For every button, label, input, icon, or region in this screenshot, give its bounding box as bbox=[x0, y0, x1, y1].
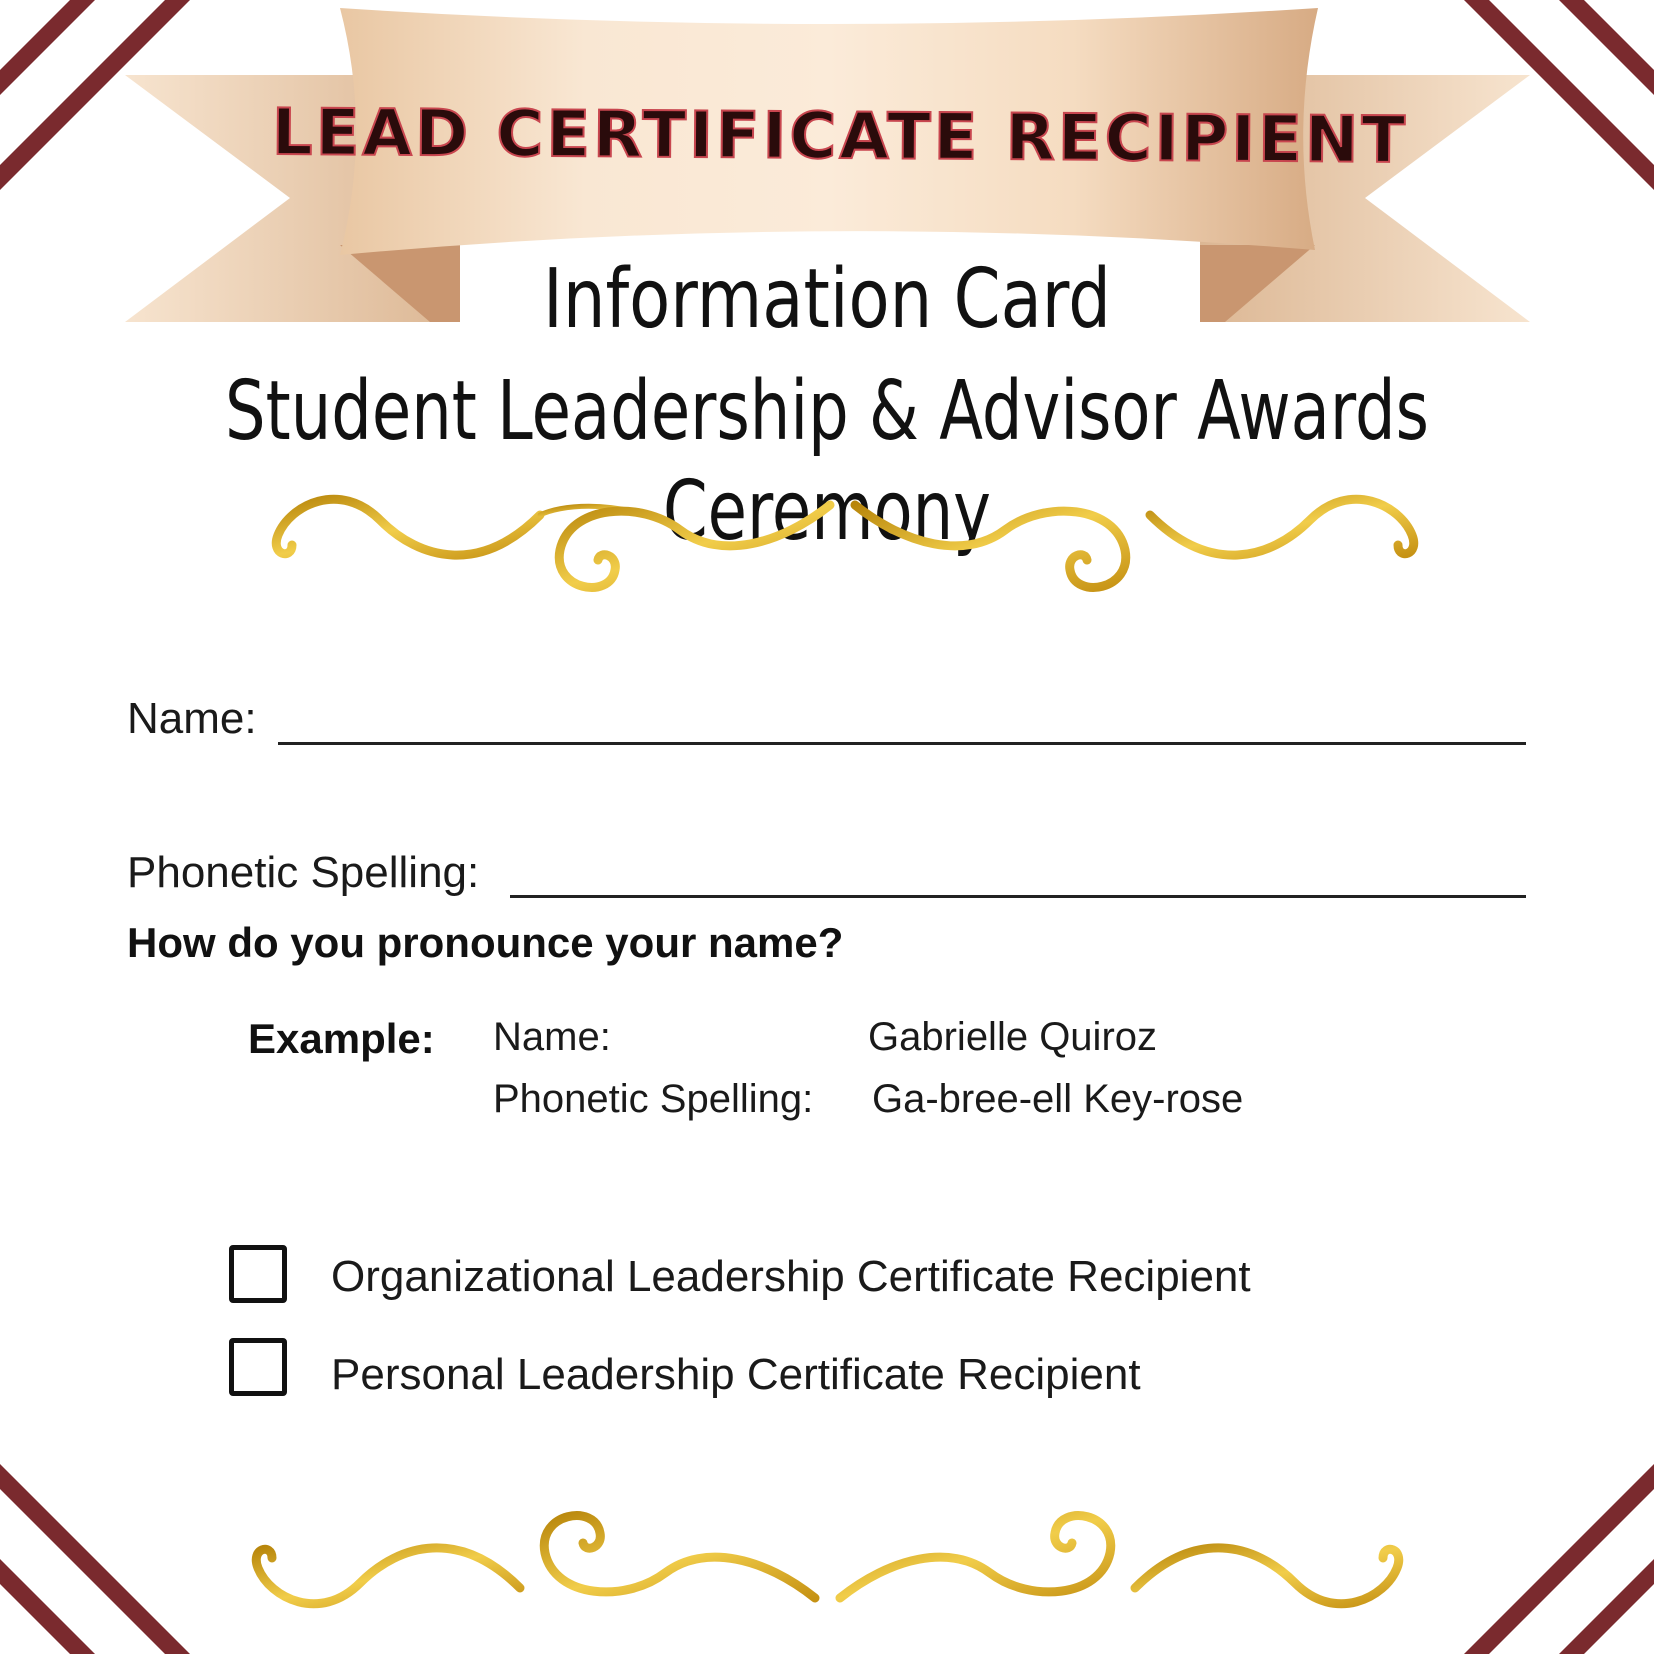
example-name-label: Name: bbox=[493, 1015, 611, 1059]
example-label: Example: bbox=[248, 1015, 435, 1062]
organizational-checkbox-label: Organizational Leadership Certificate Recipient bbox=[331, 1252, 1251, 1301]
pronounce-question: How do you pronounce your name? bbox=[127, 919, 844, 966]
name-field-label: Name: bbox=[127, 694, 257, 743]
name-input-line[interactable] bbox=[278, 742, 1526, 745]
phonetic-input-line[interactable] bbox=[510, 895, 1526, 898]
example-phonetic-label: Phonetic Spelling: bbox=[493, 1077, 814, 1121]
organizational-checkbox[interactable] bbox=[229, 1245, 287, 1303]
example-phonetic-value: Ga-bree-ell Key-rose bbox=[872, 1077, 1244, 1121]
personal-checkbox-label: Personal Leadership Certificate Recipient bbox=[331, 1350, 1141, 1399]
personal-checkbox[interactable] bbox=[229, 1338, 287, 1396]
top-flourish bbox=[185, 498, 1505, 587]
banner-title: LEAD CERTIFICATE RECIPIENT bbox=[271, 96, 1409, 178]
ceremony-title: Student Leadership & Advisor Awards Ceremony bbox=[225, 364, 1429, 559]
example-name-value: Gabrielle Quiroz bbox=[868, 1015, 1158, 1059]
card-title: Information Card bbox=[543, 252, 1111, 347]
phonetic-field-label: Phonetic Spelling: bbox=[127, 848, 480, 897]
bottom-flourish bbox=[165, 1516, 1485, 1604]
